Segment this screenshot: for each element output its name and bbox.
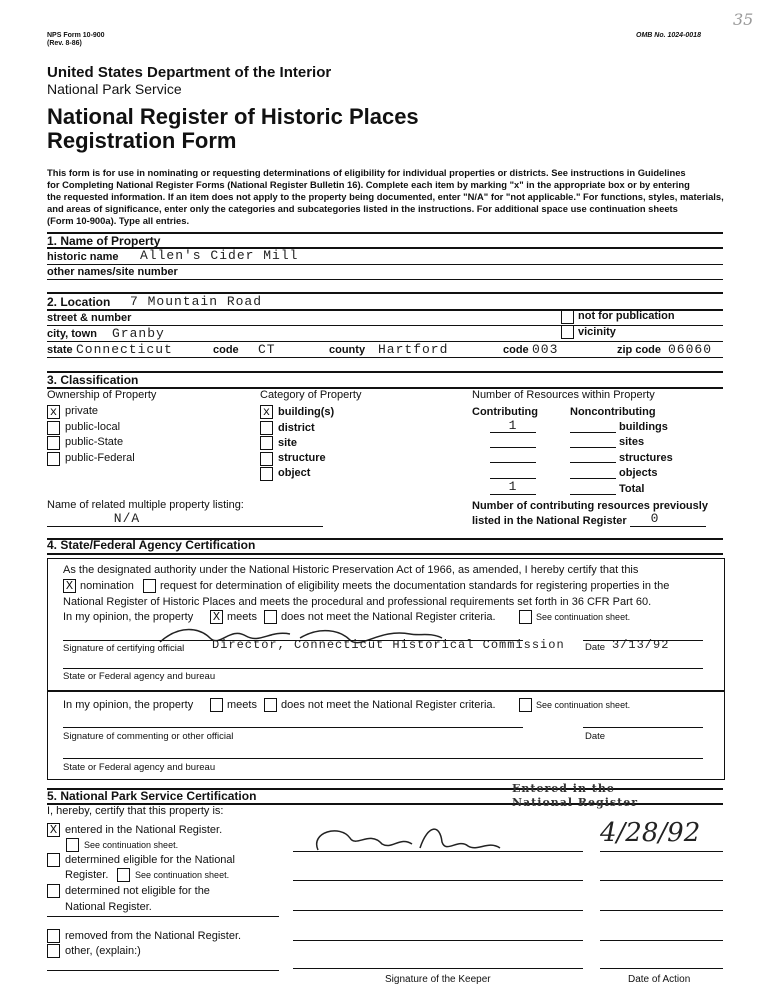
action-line	[600, 880, 723, 881]
county-label: county	[329, 344, 366, 356]
removed-checkbox[interactable]	[47, 929, 60, 943]
resource-sites-label: sites	[619, 436, 645, 448]
meets-label: meets	[227, 611, 257, 623]
commenting-signature-line	[63, 727, 523, 728]
code-value: CT	[258, 342, 276, 357]
category-title: Category of Property	[260, 389, 362, 401]
bureau-line	[63, 668, 703, 669]
ownership-public-local-label: public-local	[65, 421, 121, 433]
date2-label: Date	[585, 731, 606, 742]
resource-objects-label: objects	[619, 467, 658, 479]
field-line	[47, 264, 723, 265]
ownership-public-federal-checkbox[interactable]	[47, 452, 60, 466]
continuation-sheet2-label: See continuation sheet.	[536, 700, 631, 710]
contributing-total-value: 1	[508, 479, 518, 494]
category-buildings-checkbox[interactable]: x	[260, 405, 273, 419]
form-revision: (Rev. 8-86)	[47, 40, 82, 47]
previously-listed-line1: Number of contributing resources previously	[472, 500, 708, 512]
date-of-action-label: Date of Action	[628, 974, 691, 985]
opinion-prefix: In my opinion, the property	[63, 611, 194, 623]
state-bureau2-label: State or Federal agency and bureau	[63, 762, 216, 773]
historic-name-label: historic name	[47, 251, 119, 263]
entered-label: entered in the National Register.	[65, 824, 223, 836]
category-object-label: object	[278, 467, 311, 479]
field-line	[47, 357, 723, 358]
vicinity-checkbox[interactable]	[561, 325, 574, 339]
eligible-checkbox[interactable]	[47, 853, 60, 867]
noncontributing-label: Noncontributing	[570, 406, 656, 418]
section4-heading: 4. State/Federal Agency Certification	[47, 538, 256, 552]
keeper-line	[293, 910, 583, 911]
request-determination-checkbox[interactable]	[143, 579, 156, 593]
entered-checkbox[interactable]: X	[47, 823, 60, 837]
continuation-sheet2-checkbox[interactable]	[519, 698, 532, 712]
zip-value: 06060	[668, 342, 713, 357]
ownership-public-local-checkbox[interactable]	[47, 421, 60, 435]
does-not-meet2-checkbox[interactable]	[264, 698, 277, 712]
eligible-label-line2: Register.	[65, 869, 109, 881]
noncontributing-buildings-line	[570, 432, 616, 433]
noncontributing-total-line	[570, 494, 616, 495]
date-value: 3/13/92	[612, 638, 670, 652]
historic-name-value: Allen's Cider Mill	[140, 248, 299, 263]
contributing-buildings-value: 1	[508, 418, 518, 433]
bureau2-line	[63, 758, 703, 759]
county-value: Hartford	[378, 342, 449, 357]
certification-para3: National Register of Historic Places and meets the procedural and professional requirements set forth in 36 CFR Part 60.	[63, 596, 652, 608]
zip-label: zip code	[617, 344, 662, 356]
continuation-sheet-checkbox[interactable]	[519, 610, 532, 624]
section-divider	[47, 371, 723, 373]
resource-structures-label: structures	[619, 452, 673, 464]
city-label: city, town	[47, 328, 97, 340]
category-district-label: district	[278, 422, 315, 434]
contributing-buildings-line	[490, 432, 536, 433]
state-label: state	[47, 344, 73, 356]
county-code-value: 003	[532, 342, 559, 357]
form-number: NPS Form 10-900	[47, 32, 105, 39]
department-name: United States Department of the Interior	[47, 64, 332, 81]
eligible-continuation-checkbox[interactable]	[117, 868, 130, 882]
code-label: code	[213, 344, 239, 356]
street-label: street & number	[47, 312, 132, 324]
section5-heading: 5. National Park Service Certification	[47, 789, 257, 803]
entered-stamp-line1: Entered in the	[512, 782, 615, 795]
contributing-sites-line	[490, 447, 536, 448]
related-listing-value: N/A	[113, 511, 141, 526]
category-structure-checkbox[interactable]	[260, 452, 273, 466]
section2-heading: 2. Location	[47, 295, 111, 309]
keeper-line	[293, 940, 583, 941]
ownership-public-state-label: public-State	[65, 436, 124, 448]
action-line	[600, 968, 723, 969]
keeper-line	[293, 968, 583, 969]
category-site-checkbox[interactable]	[260, 436, 273, 450]
contributing-total-line	[490, 494, 536, 495]
section3-heading: 3. Classification	[47, 373, 139, 387]
section1-heading: 1. Name of Property	[47, 234, 161, 248]
meets2-checkbox[interactable]	[210, 698, 223, 712]
noncontributing-structures-line	[570, 462, 616, 463]
certify-label: I, hereby, certify that this property is:	[47, 805, 224, 817]
signature-label: Signature of certifying official	[63, 643, 185, 654]
county-code-label: code	[503, 344, 529, 356]
commenting-label: Signature of commenting or other official	[63, 731, 234, 742]
official-title: Director, Connecticut Historical Commission	[212, 638, 565, 652]
section-divider	[47, 553, 723, 555]
omb-number: OMB No. 1024-0018	[636, 32, 701, 39]
meets2-label: meets	[227, 699, 257, 711]
request-determination-text: request for determination of eligibility meets the documentation standards for registering properties in the	[160, 580, 670, 592]
noncontributing-sites-line	[570, 447, 616, 448]
category-district-checkbox[interactable]	[260, 421, 273, 435]
previously-listed-value: 0	[650, 511, 660, 526]
ownership-public-federal-label: public-Federal	[65, 452, 135, 464]
nomination-label: nomination	[80, 580, 134, 592]
does-not-meet2-label: does not meet the National Register criteria.	[281, 699, 496, 711]
removed-label: removed from the National Register.	[65, 930, 242, 942]
date-label: Date	[585, 642, 606, 653]
date2-line	[583, 727, 703, 728]
state-bureau-label: State or Federal agency and bureau	[63, 671, 216, 682]
service-name: National Park Service	[47, 81, 182, 97]
not-for-publication-checkbox[interactable]	[561, 310, 574, 324]
not-eligible-line	[47, 916, 279, 917]
other-label: other, (explain:)	[65, 945, 141, 957]
meets-checkbox[interactable]: X	[210, 610, 223, 624]
ownership-title: Ownership of Property	[47, 389, 157, 401]
not-for-publication-label: not for publication	[578, 310, 675, 322]
ownership-private-label: private	[65, 405, 99, 417]
noncontributing-objects-line	[570, 478, 616, 479]
corner-handwritten-mark: 35	[733, 10, 754, 29]
entered-stamp-line2: National Register	[512, 796, 638, 809]
resources-title: Number of Resources within Property	[472, 389, 655, 401]
form-title-line2: Registration Form	[47, 128, 237, 153]
eligible-continuation-label: See continuation sheet.	[135, 870, 230, 880]
entered-continuation-label: See continuation sheet.	[84, 840, 179, 850]
keeper-signature	[300, 820, 520, 860]
category-buildings-label: building(s)	[278, 406, 335, 418]
instructions: This form is for use in nominating or requesting determinations of eligibility for individual properties or districts. See instructions in Guidelines for Completing National Register Forms (National Register Bulletin 16). Complete each item by marking "x" in the appropriate box or by entering the requested information. If an item does not apply to the property being documented, enter "N/A" for "not applicable." For functions, styles, materials, and areas of significance, enter only the categories and subcategories listed in the instructions. For additional space use continuation sheets (Form 10-900a). Type all entries.	[47, 167, 724, 226]
other-names-label: other names/site number	[47, 266, 178, 278]
not-eligible-label-line2: National Register.	[65, 901, 152, 913]
action-line	[600, 910, 723, 911]
entered-continuation-checkbox[interactable]	[66, 838, 79, 852]
vicinity-label: vicinity	[578, 326, 616, 338]
other-explain-line	[47, 970, 279, 971]
related-listing-label: Name of related multiple property listing:	[47, 499, 244, 511]
eligible-label-line1: determined eligible for the National	[65, 854, 235, 866]
related-listing-line	[47, 526, 323, 527]
action-date-handwritten: 4/28/92	[600, 818, 701, 848]
nomination-checkbox[interactable]: X	[63, 579, 76, 593]
does-not-meet-label: does not meet the National Register criteria.	[281, 611, 496, 623]
ownership-private-checkbox[interactable]: x	[47, 405, 60, 419]
not-eligible-checkbox[interactable]	[47, 884, 60, 898]
keeper-line	[293, 880, 583, 881]
resource-buildings-label: buildings	[619, 421, 668, 433]
category-site-label: site	[278, 437, 297, 449]
other-checkbox[interactable]	[47, 944, 60, 958]
previously-listed-line2: listed in the National Register	[472, 515, 627, 527]
form-title-line1: National Register of Historic Places	[47, 104, 419, 129]
action-line	[600, 851, 723, 852]
previously-listed-line	[630, 526, 706, 527]
contributing-structures-line	[490, 462, 536, 463]
not-eligible-label-line1: determined not eligible for the	[65, 885, 210, 897]
city-value: Granby	[112, 326, 165, 341]
contributing-label: Contributing	[472, 406, 538, 418]
continuation-sheet-label: See continuation sheet.	[536, 612, 631, 622]
certification-para1: As the designated authority under the National Historic Preservation Act of 1966, as amended, I hereby certify that this	[63, 564, 639, 576]
opinion2-prefix: In my opinion, the property	[63, 699, 194, 711]
category-object-checkbox[interactable]	[260, 467, 273, 481]
keeper-line	[293, 851, 583, 852]
ownership-public-state-checkbox[interactable]	[47, 436, 60, 450]
category-structure-label: structure	[278, 452, 326, 464]
keeper-signature-label: Signature of the Keeper	[385, 974, 491, 985]
state-value: Connecticut	[76, 342, 173, 357]
action-line	[600, 940, 723, 941]
resource-total-label: Total	[619, 483, 645, 495]
field-line	[47, 279, 723, 280]
street-value: 7 Mountain Road	[130, 294, 263, 309]
